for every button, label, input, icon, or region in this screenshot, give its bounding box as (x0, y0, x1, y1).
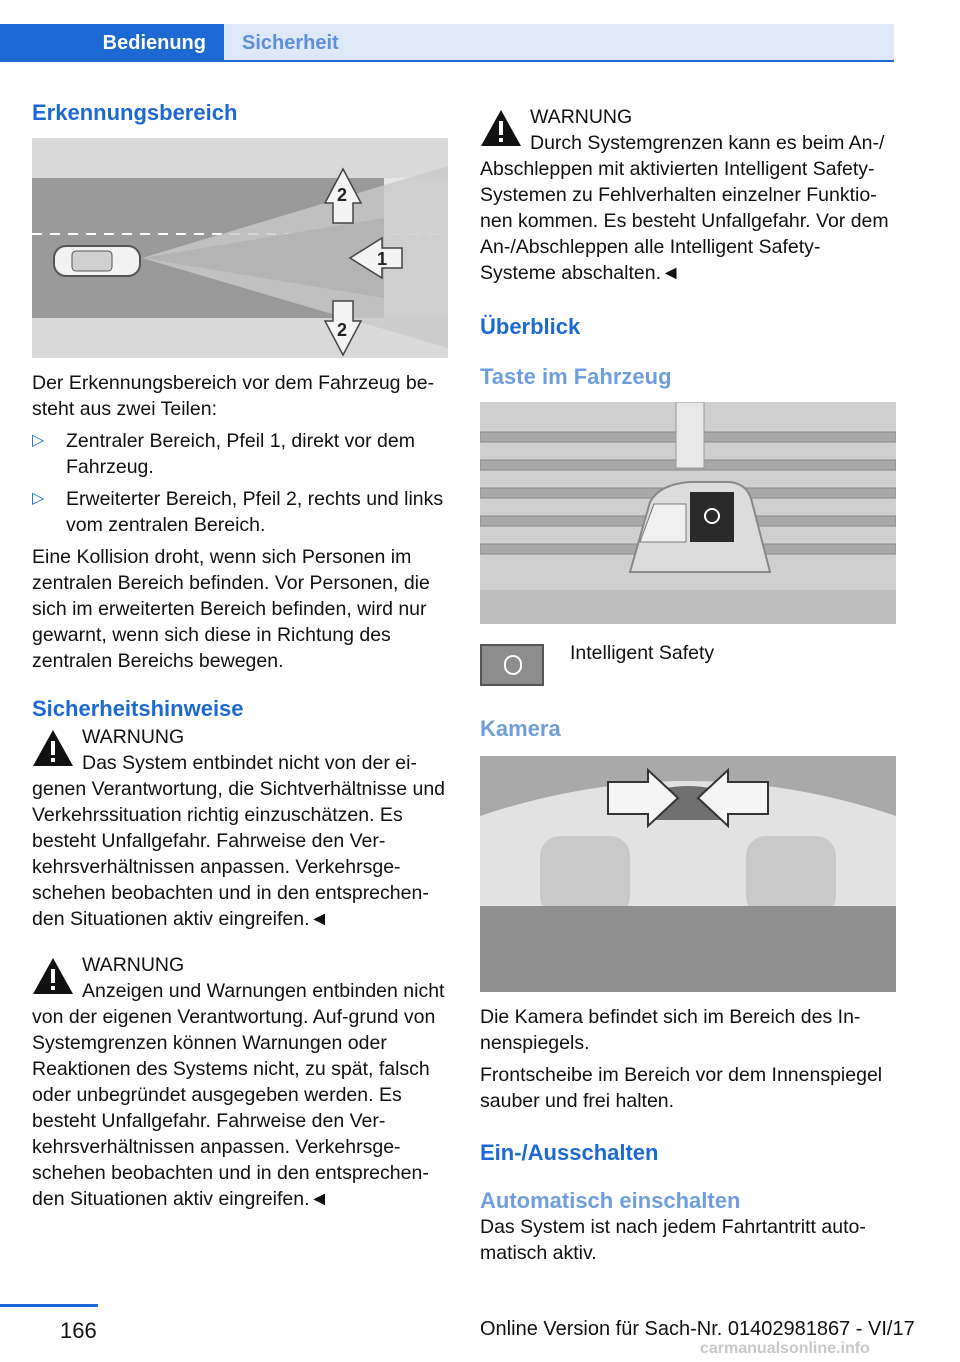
camera-text-2: Frontscheibe im Bereich vor dem Innenspiegel sauber und frei halten. (480, 1064, 883, 1112)
heading-kamera: Kamera (480, 716, 561, 741)
triangle-bullet-icon: ▷ (32, 490, 45, 507)
button-photo (480, 402, 896, 624)
warning-text: Anzeigen und Warnungen entbinden nicht von der eigenen Verantwortung. Auf-grund von Systemgrenzen können Warnungen oder Reaktionen des Systems nicht, zu spät, falsch oder unbegründet ausgegeben werden. Es besteht Unfallgefahr. Fahrweise den Ver-kehrsverhältnissen anpassen. Verkehrsge-schehen beobachten und in den entsprechen-den Situationen aktiv eingreifen.◄ (32, 980, 445, 1210)
left-column (32, 100, 448, 1212)
warning-text: Das System entbindet nicht von der ei-genen Verantwortung, die Sichtverhältnisse und Verkehrssituation richtig einzuschätzen. Es besteht Unfallgefahr. Fahrweise den Ver-kehrsverhältnissen anpassen. Verkehrsge-schehen beobachten und in den entsprechen-den Situationen aktiv eingreifen.◄ (32, 752, 446, 930)
right-column (480, 104, 896, 1266)
heading-ein-ausschalten: Ein-/Ausschalten (480, 1140, 659, 1165)
header-tabs (0, 0, 960, 62)
detection-area-illustration (32, 138, 448, 358)
warning-title: WARNUNG (530, 106, 633, 128)
watermark: carmanualsonline.info (700, 1340, 870, 1357)
intro-text: Der Erkennungsbereich vor dem Fahrzeug be-steht aus zwei Teilen: (32, 372, 435, 420)
arrow-label-bottom: 2 (337, 320, 348, 340)
heading-automatisch-einschalten: Automatisch einschalten (480, 1188, 741, 1213)
collision-paragraph: Eine Kollision droht, wenn sich Personen im zentralen Bereich befinden. Vor Personen, die sich im erweiterten Bereich befinden, wird nur gewarnt, wenn sich diese in Richtung des zentralen Bereichs bewegen. (32, 546, 430, 672)
warning-triangle-icon (480, 108, 522, 148)
camera-text-1: Die Kamera befindet sich im Bereich des In-nenspiegels. (480, 1006, 861, 1054)
footer-version-note: Online Version für Sach-Nr. 01402981867 - VI/17 (480, 1318, 915, 1340)
heading-sicherheitshinweise: Sicherheitshinweise (32, 696, 244, 721)
vehicle-button-illustration (480, 402, 896, 624)
warning-block (32, 952, 448, 1212)
tab-bedienung[interactable]: Bedienung (0, 24, 224, 62)
interior-mirror-illustration (480, 756, 896, 992)
warning-triangle-icon (32, 956, 74, 996)
warning-block (32, 724, 448, 932)
auto-text: Das System ist nach jedem Fahrtantritt auto-matisch aktiv. (480, 1216, 866, 1264)
header-rule (0, 60, 894, 62)
footer-rule (0, 1304, 98, 1307)
camera-photo (480, 756, 896, 992)
tab-sicherheit[interactable]: Sicherheit (224, 24, 894, 62)
warning-title: WARNUNG (82, 954, 185, 976)
heading-erkennungsbereich: Erkennungsbereich (32, 100, 238, 125)
arrow-label-top: 2 (337, 185, 348, 205)
bullet-item (32, 428, 448, 480)
arrow-label-mid: 1 (377, 249, 388, 269)
heading-ueberblick: Überblick (480, 314, 581, 339)
detection-area-figure (32, 138, 448, 358)
bullet-text: Zentraler Bereich, Pfeil 1, direkt vor dem Fahrzeug. (66, 430, 415, 478)
bullet-text: Erweiterter Bereich, Pfeil 2, rechts und links vom zentralen Bereich. (66, 488, 444, 536)
warning-title: WARNUNG (82, 726, 185, 748)
warning-triangle-icon (32, 728, 74, 768)
bullet-item (32, 486, 448, 538)
warning-text: Durch Systemgrenzen kann es beim An-/ Abschleppen mit aktivierten Intelligent Safety-Systemen zu Fehlverhalten einzelner Funktio-nen kommen. Es besteht Unfallgefahr. Vor dem An-/Abschleppen alle Intelligent Safety-Systeme abschalten.◄ (480, 132, 889, 284)
intelligent-safety-button-icon[interactable] (480, 644, 544, 686)
page-number: 166 (60, 1318, 97, 1343)
triangle-bullet-icon: ▷ (32, 432, 45, 449)
button-caption: Intelligent Safety (570, 642, 715, 664)
warning-block (480, 104, 896, 286)
heading-taste-im-fahrzeug: Taste im Fahrzeug (480, 364, 672, 389)
intelligent-safety-button-row (480, 644, 896, 686)
